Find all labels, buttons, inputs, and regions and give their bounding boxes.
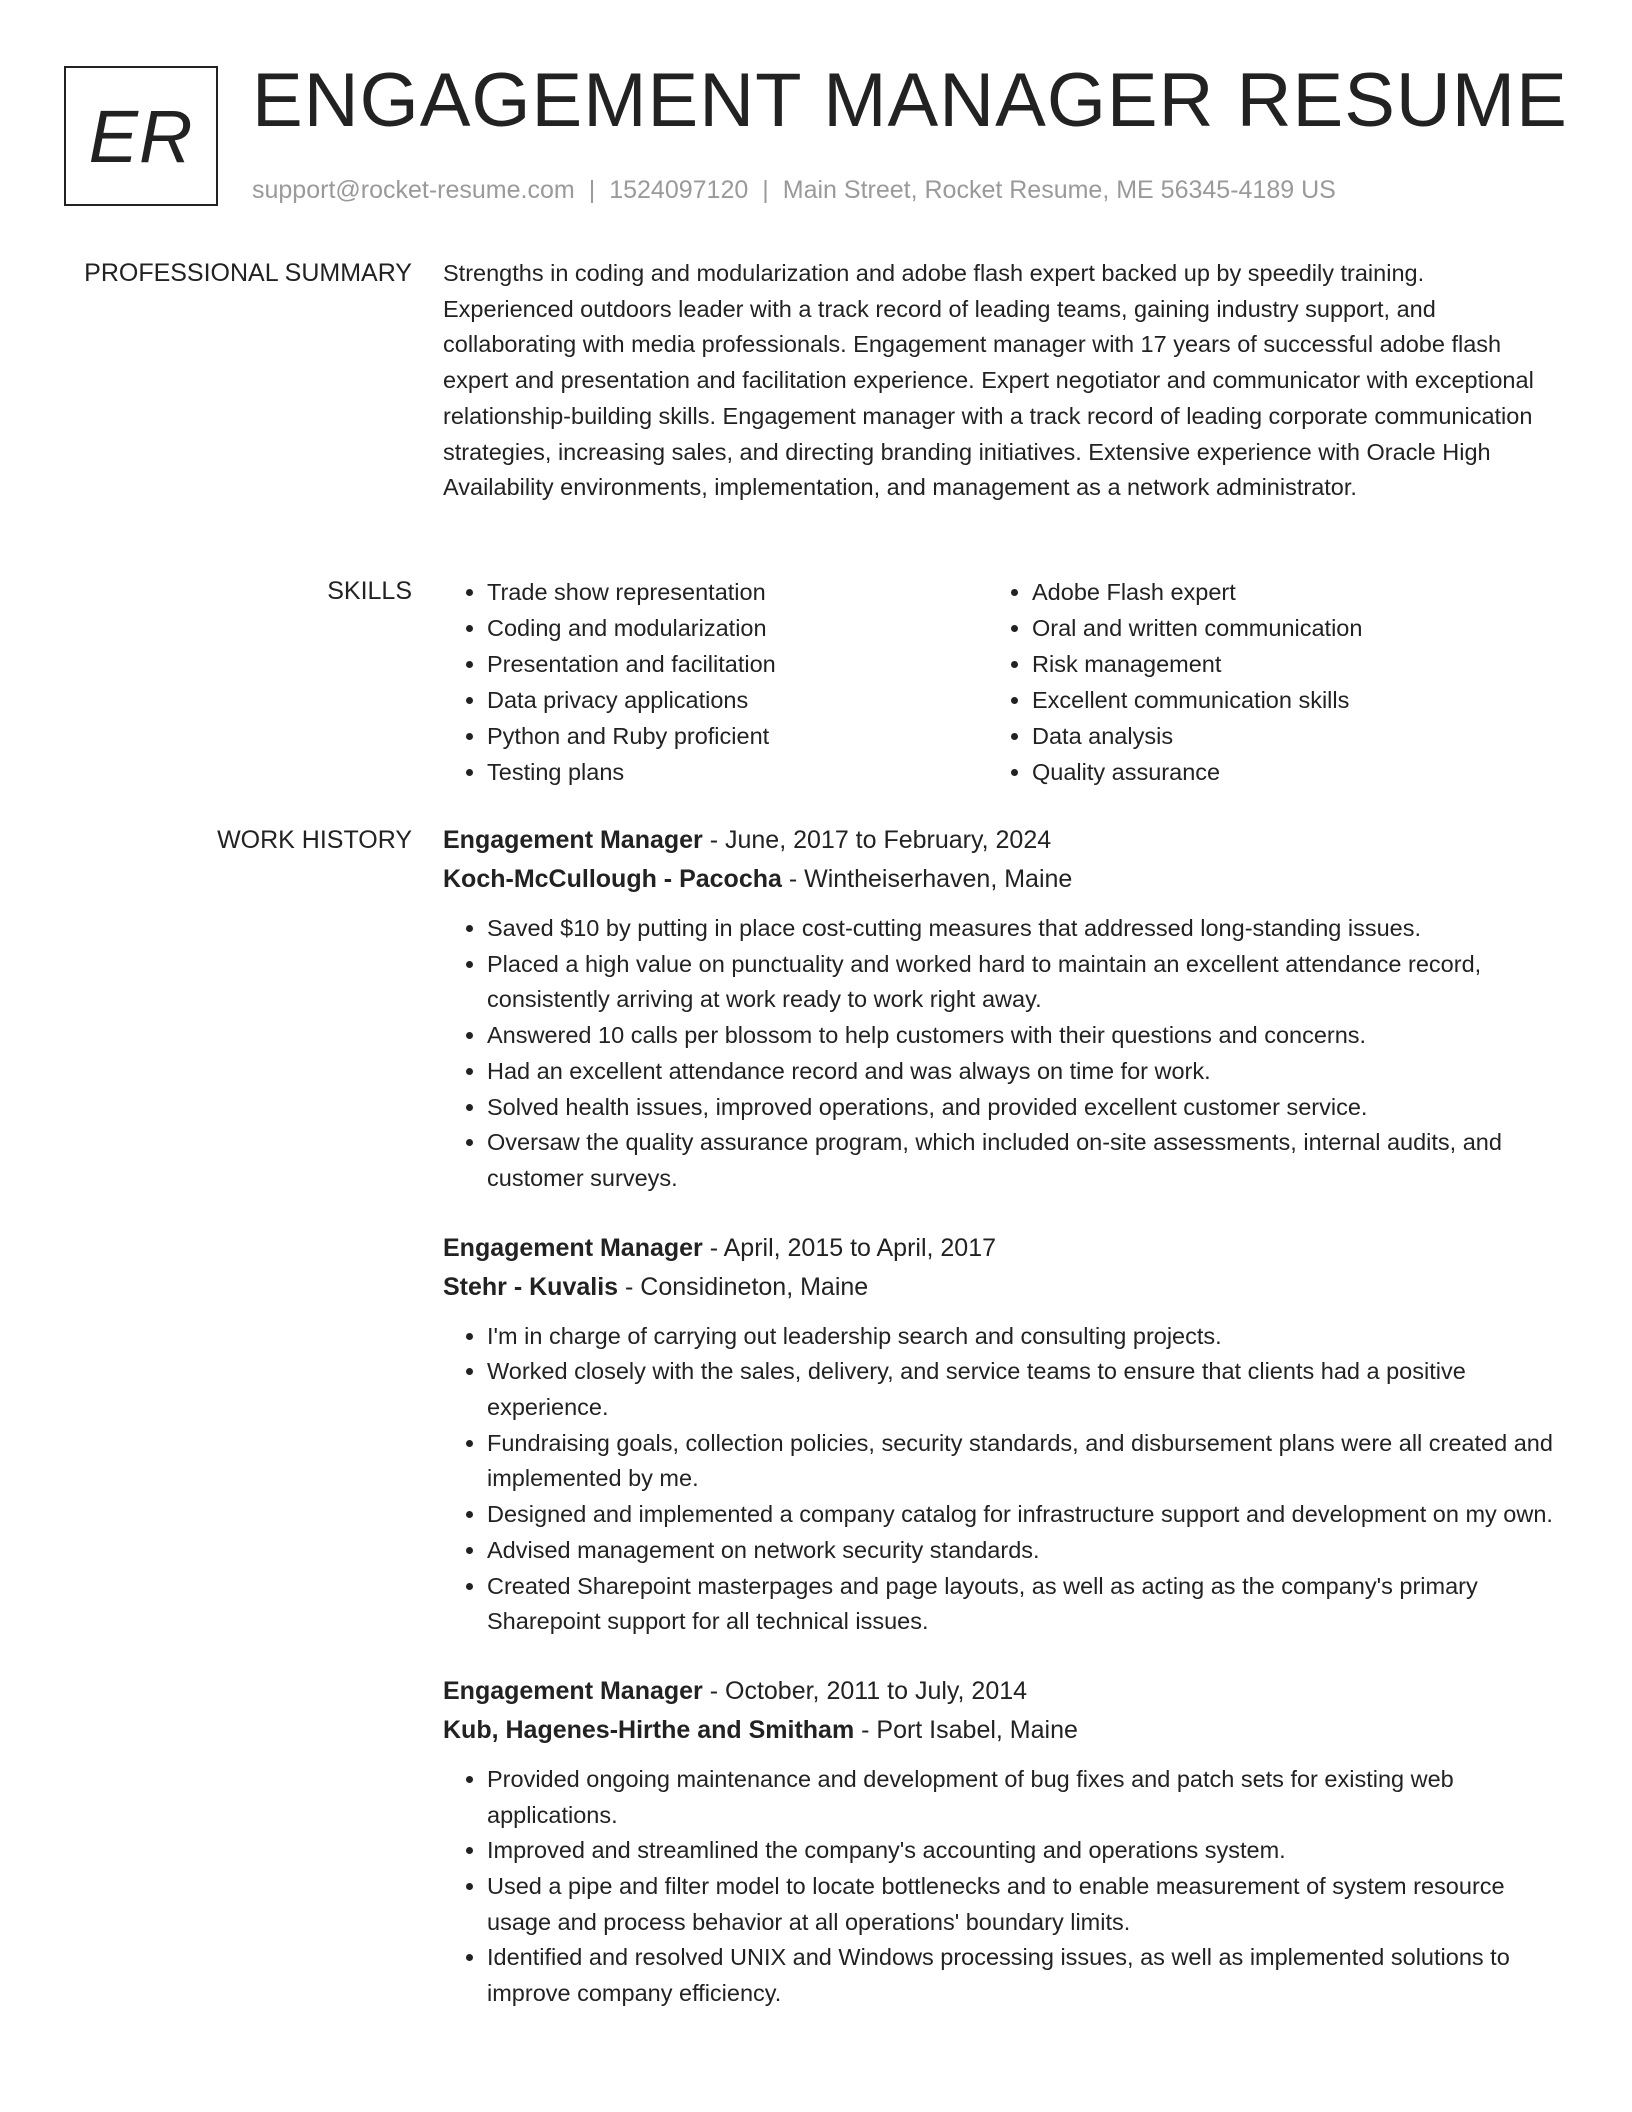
job-title: Engagement Manager — [443, 1233, 703, 1262]
skill-item: • Excellent communication skills — [1032, 682, 1533, 718]
job-location: - Considineton, Maine — [618, 1272, 869, 1301]
skill-item: • Data privacy applications — [487, 682, 988, 718]
work-body — [443, 821, 1553, 2044]
skills-list-left — [443, 574, 988, 790]
job-entry — [443, 821, 1553, 1197]
job-bullet: • Had an excellent attendance record and was always on time for work. — [487, 1054, 1553, 1090]
summary-text: Strengths in coding and modularization and adobe flash expert backed up by speedily training. Experienced outdoors leader with a track record of leading teams, gaining industry support, and collaborating with media professionals. Engagement manager with 17 years of successful adobe flash expert and presentation and facilitation experience. Expert negotiator and communicator with exceptional relationship-building skills. Engagement manager with a track record of leading corporate communication strategies, increasing sales, and directing branding initiatives. Extensive experience with Oracle High Availability environments, implementation, and management as a network administrator. — [443, 260, 1534, 501]
job-bullet: • Identified and resolved UNIX and Windows processing issues, as well as implemented solutions to improve company efficiency. — [487, 1940, 1553, 2011]
job-company-line — [443, 1268, 1553, 1307]
job-dates: - October, 2011 to July, 2014 — [702, 1676, 1028, 1705]
job-bullets — [443, 1762, 1553, 2012]
skill-item: • Coding and modularization — [487, 610, 988, 646]
contact-phone: 1524097120 — [609, 176, 749, 204]
job-title-line — [443, 1672, 1553, 1711]
skill-item: • Testing plans — [487, 754, 988, 790]
job-bullet: • Saved $10 by putting in place cost-cutting measures that addressed long-standing issues. — [487, 911, 1553, 947]
contact-separator: | — [588, 176, 596, 204]
skills-heading: SKILLS — [327, 577, 412, 605]
summary-body — [443, 256, 1553, 506]
contact-email: support@rocket-resume.com — [252, 176, 575, 204]
job-title: Engagement Manager — [443, 1676, 703, 1705]
skill-item: • Trade show representation — [487, 574, 988, 610]
monogram-box — [64, 66, 218, 206]
job-bullets — [443, 1319, 1553, 1640]
job-title: Engagement Manager — [443, 826, 703, 854]
job-company-line — [443, 860, 1553, 899]
job-bullet: • Designed and implemented a company catalog for infrastructure support and development on my own. — [487, 1497, 1553, 1533]
resume-title: ENGAGEMENT MANAGER RESUME — [252, 58, 1568, 143]
skill-item: • Quality assurance — [1032, 754, 1533, 790]
job-entry — [443, 1672, 1553, 2012]
job-bullet: • Fundraising goals, collection policies, security standards, and disbursement plans were all created and implemented by me. — [487, 1426, 1553, 1497]
job-bullet: • I'm in charge of carrying out leadership search and consulting projects. — [487, 1319, 1553, 1355]
contact-line — [252, 174, 1336, 206]
job-company: Stehr - Kuvalis — [443, 1272, 619, 1301]
job-bullet: • Oversaw the quality assurance program, which included on-site assessments, internal audits, and customer surveys. — [487, 1125, 1553, 1196]
job-bullet: • Improved and streamlined the company's accounting and operations system. — [487, 1833, 1553, 1869]
job-location: - Port Isabel, Maine — [854, 1715, 1078, 1744]
job-bullet: • Created Sharepoint masterpages and page layouts, as well as acting as the company's primary Sharepoint support for all technical issues. — [487, 1569, 1553, 1640]
skill-item: • Risk management — [1032, 646, 1533, 682]
job-company-line — [443, 1711, 1553, 1750]
job-bullet: • Answered 10 calls per blossom to help customers with their questions and concerns. — [487, 1018, 1553, 1054]
job-bullet: • Solved health issues, improved operations, and provided excellent customer service. — [487, 1090, 1553, 1126]
job-dates: - June, 2017 to February, 2024 — [702, 826, 1052, 854]
job-title-line — [443, 821, 1553, 860]
skills-list-right — [988, 574, 1533, 790]
monogram-initials: ER — [88, 94, 194, 178]
skill-item: • Data analysis — [1032, 718, 1533, 754]
job-company: Kub, Hagenes-Hirthe and Smitham — [443, 1715, 855, 1744]
summary-heading: PROFESSIONAL SUMMARY — [84, 259, 412, 287]
skill-item: • Python and Ruby proficient — [487, 718, 988, 754]
job-location: - Wintheiserhaven, Maine — [781, 865, 1073, 893]
job-bullet: • Advised management on network security standards. — [487, 1533, 1553, 1569]
job-bullet: • Provided ongoing maintenance and development of bug fixes and patch sets for existing web applications. — [487, 1762, 1553, 1833]
job-bullets — [443, 911, 1553, 1197]
job-bullet: • Worked closely with the sales, delivery, and service teams to ensure that clients had a positive experience. — [487, 1354, 1553, 1425]
skill-item: • Presentation and facilitation — [487, 646, 988, 682]
job-dates: - April, 2015 to April, 2017 — [702, 1233, 997, 1262]
job-company: Koch-McCullough - Pacocha — [443, 865, 782, 893]
job-entry — [443, 1229, 1553, 1640]
skill-item: • Adobe Flash expert — [1032, 574, 1533, 610]
work-heading: WORK HISTORY — [217, 826, 412, 854]
skills-body — [443, 574, 1553, 790]
job-title-line — [443, 1229, 1553, 1268]
contact-separator: | — [762, 176, 769, 204]
job-bullet: • Used a pipe and filter model to locate bottlenecks and to enable measurement of system resource usage and process behavior at all operations' boundary limits. — [487, 1869, 1553, 1940]
job-bullet: • Placed a high value on punctuality and worked hard to maintain an excellent attendance record, consistently arriving at work ready to work right away. — [487, 947, 1553, 1018]
skill-item: • Oral and written communication — [1032, 610, 1533, 646]
contact-address: Main Street, Rocket Resume, ME 56345-4189 US — [782, 176, 1336, 204]
